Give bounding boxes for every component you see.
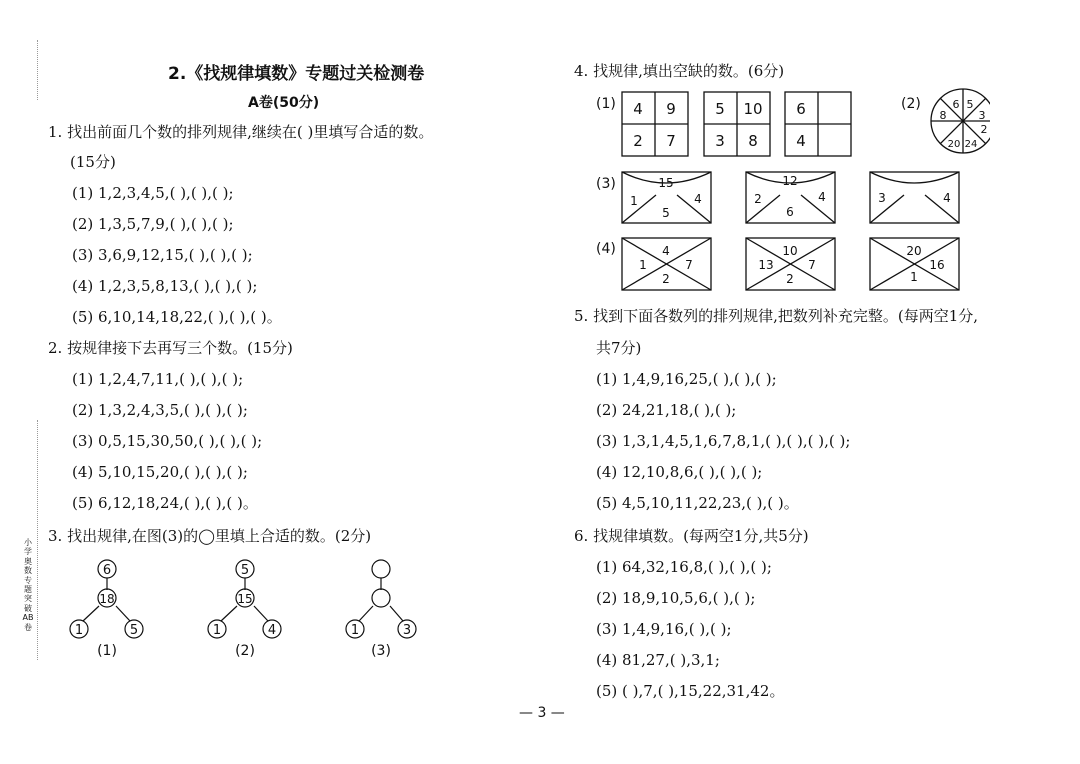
q1-heading: 1. 找出前面几个数的排列规律,继续在( )里填写合适的数。 (48, 123, 434, 141)
q6-item-5: (5) ( ),7,( ),15,22,31,42。 (596, 682, 785, 700)
q4-grid-1-tl: 4 (633, 100, 643, 118)
q5-heading-cont: 共7分) (596, 339, 642, 357)
q1-item-3: (3) 3,6,9,12,15,( ),( ),( ); (72, 246, 253, 264)
q4-grid-1 (622, 92, 688, 156)
q4-envelope-2-left: 2 (754, 192, 762, 206)
q4-grid-2-tr: 10 (743, 100, 763, 118)
q3-heading: 3. 找出规律,在图(3)的◯里填上合适的数。(2分) (48, 527, 372, 545)
q2-heading: 2. 按规律接下去再写三个数。(15分) (48, 339, 293, 357)
q5-item-4: (4) 12,10,8,6,( ),( ),( ); (596, 463, 763, 481)
q3-tree-3-right: 3 (402, 623, 412, 638)
q4-envelope-3-right: 4 (943, 191, 951, 205)
page-subtitle: A卷(50分) (248, 95, 320, 111)
q2-item-3: (3) 0,5,15,30,50,( ),( ),( ); (72, 432, 263, 450)
q4-wheel-seg-5: 24 (964, 139, 978, 150)
q4-wheel-seg-6: 20 (947, 139, 961, 150)
q5-heading: 5. 找到下面各数列的排列规律,把数列补充完整。(每两空1分, (574, 307, 979, 325)
q3-tree-2-mid: 15 (237, 592, 253, 606)
margin-dotted-line-top (37, 40, 38, 100)
q6-item-1: (1) 64,32,16,8,( ),( ),( ); (596, 558, 772, 576)
q2-item-1: (1) 1,2,4,7,11,( ),( ),( ); (72, 370, 244, 388)
margin-dotted-line-bottom (37, 420, 38, 660)
q4-cross-2-bottom: 2 (786, 272, 794, 286)
q4-label-1: (1) (596, 96, 616, 112)
q5-item-3: (3) 1,3,1,4,5,1,6,7,8,1,( ),( ),( ),( ); (596, 432, 851, 450)
side-series-label: 小学奥数专题突破AB卷 (22, 538, 34, 632)
q6-heading: 6. 找规律填数。(每两空1分,共5分) (574, 527, 809, 545)
q4-grid-1-br: 7 (666, 132, 676, 150)
q3-tree-1-top: 6 (102, 563, 112, 578)
q3-tree-1-mid: 18 (99, 592, 115, 606)
q5-item-5: (5) 4,5,10,11,22,23,( ),( )。 (596, 494, 799, 512)
q3-tree-2-left: 1 (212, 623, 222, 638)
q4-cross-2-top: 10 (782, 244, 798, 258)
q6-item-4: (4) 81,27,( ),3,1; (596, 651, 720, 669)
q4-grid-1-tr: 9 (666, 100, 676, 118)
q4-envelope-1-right: 4 (694, 192, 702, 206)
q5-item-1: (1) 1,4,9,16,25,( ),( ),( ); (596, 370, 777, 388)
q4-envelope-3-left: 3 (878, 191, 886, 205)
q3-tree-2-right: 4 (267, 623, 277, 638)
q4-label-2: (2) (901, 96, 921, 112)
q4-envelope-2-right: 4 (818, 190, 826, 204)
q4-label-4: (4) (596, 241, 616, 257)
q3-tree-3-left: 1 (350, 623, 360, 638)
q4-cross-3-right: 16 (929, 258, 945, 272)
q1-item-4: (4) 1,2,3,5,8,13,( ),( ),( ); (72, 277, 258, 295)
q2-item-2: (2) 1,3,2,4,3,5,( ),( ),( ); (72, 401, 248, 419)
q4-figures (590, 86, 990, 296)
q3-tree-3-label: (3) (371, 643, 391, 659)
q3-tree-1-right: 5 (129, 623, 139, 638)
q4-cross-1-left: 1 (639, 258, 647, 272)
q4-cross-1-right: 7 (685, 258, 693, 272)
q4-envelope-2-top: 12 (782, 174, 798, 188)
q5-item-2: (2) 24,21,18,( ),( ); (596, 401, 737, 419)
q4-grid-3-tl: 6 (796, 100, 806, 118)
q4-cross-2-left: 13 (758, 258, 774, 272)
q4-wheel-seg-3: 3 (978, 109, 986, 122)
q6-item-3: (3) 1,4,9,16,( ),( ); (596, 620, 732, 638)
q4-envelope-1-bottom: 5 (662, 206, 670, 220)
page-title: 2.《找规律填数》专题过关检测卷 (168, 64, 425, 84)
q4-grid-2-tl: 5 (715, 100, 725, 118)
q3-tree-2-top: 5 (240, 563, 250, 578)
q4-wheel-seg-8: 8 (939, 109, 947, 122)
q3-tree-2-label: (2) (235, 643, 255, 659)
q4-cross-2-right: 7 (808, 258, 816, 272)
q2-item-5: (5) 6,12,18,24,( ),( ),( )。 (72, 494, 258, 512)
q4-cross-3-bottom: 1 (910, 270, 918, 284)
q1-item-1: (1) 1,2,3,4,5,( ),( ),( ); (72, 184, 234, 202)
q2-item-4: (4) 5,10,15,20,( ),( ),( ); (72, 463, 248, 481)
q3-tree-1-label: (1) (97, 643, 117, 659)
q1-score: (15分) (70, 153, 116, 171)
q6-item-2: (2) 18,9,10,5,6,( ),( ); (596, 589, 756, 607)
q4-grid-2-bl: 3 (715, 132, 725, 150)
q1-item-2: (2) 1,3,5,7,9,( ),( ),( ); (72, 215, 234, 233)
q4-cross-3-top: 20 (906, 244, 922, 258)
q4-cross-1-bottom: 2 (662, 272, 670, 286)
q4-wheel-seg-1: 6 (952, 98, 960, 111)
q1-item-5: (5) 6,10,14,18,22,( ),( ),( )。 (72, 308, 282, 326)
q4-label-3: (3) (596, 176, 616, 192)
q4-envelope-1-top: 15 (658, 176, 674, 190)
q4-heading: 4. 找规律,填出空缺的数。(6分) (574, 62, 785, 80)
q4-envelope-1-left: 1 (630, 194, 638, 208)
q4-grid-3-bl: 4 (796, 132, 806, 150)
q4-grid-2-br: 8 (748, 132, 758, 150)
q4-cross-1-top: 4 (662, 244, 670, 258)
q4-wheel-seg-4: 2 (980, 123, 988, 136)
page-number: — 3 — (519, 705, 565, 721)
q4-envelope-2-bottom: 6 (786, 205, 794, 219)
q4-grid-3 (785, 92, 851, 156)
q3-tree-1-left: 1 (74, 623, 84, 638)
q4-grid-1-bl: 2 (633, 132, 643, 150)
q4-wheel-seg-2: 5 (966, 98, 974, 111)
q3-tree-diagrams (50, 555, 450, 665)
